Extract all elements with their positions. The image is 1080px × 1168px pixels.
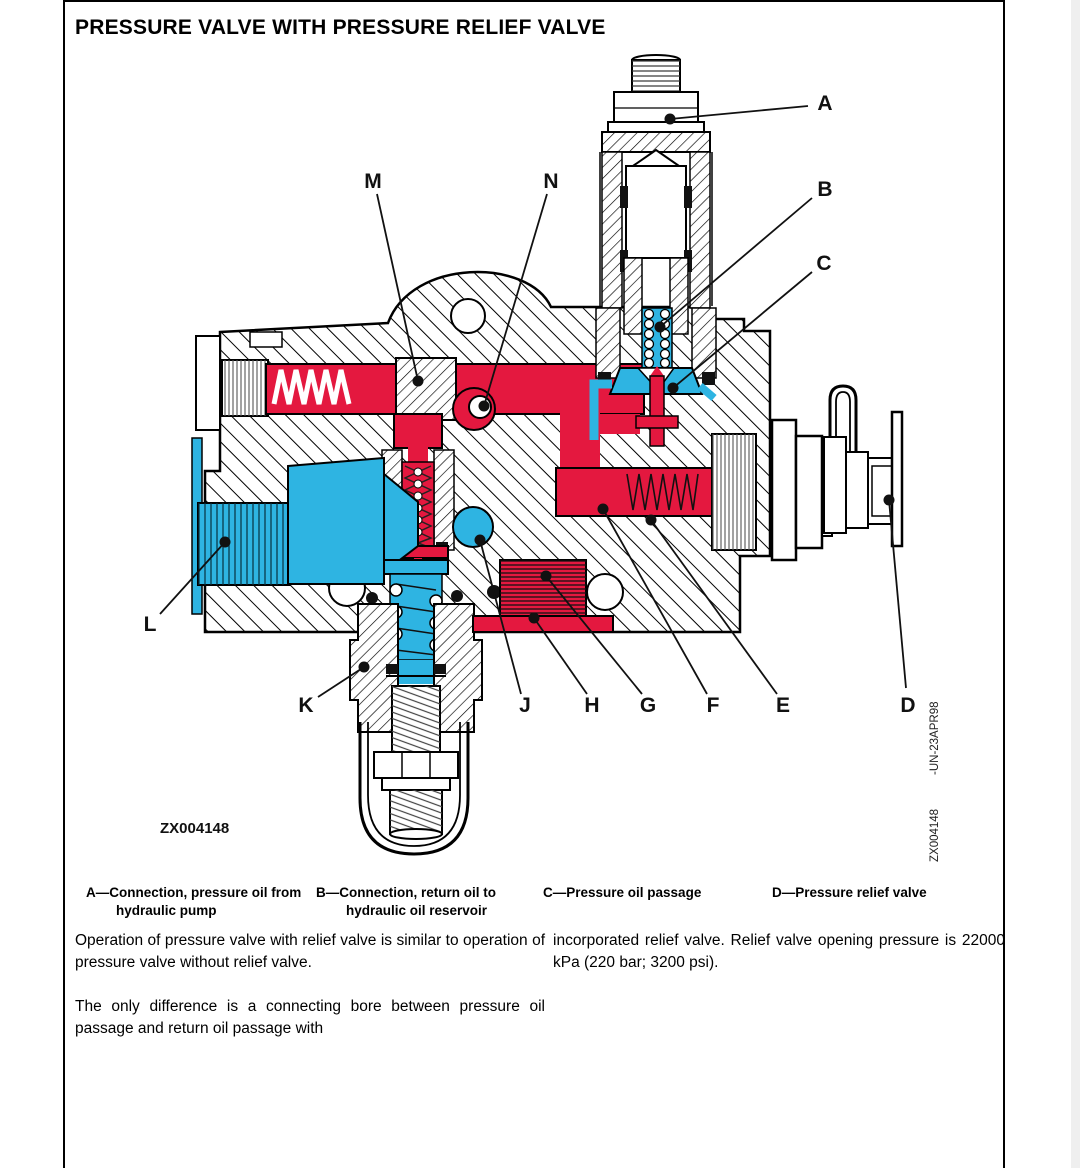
o-ring [451,590,463,602]
relief-end-plate [892,412,902,546]
screw-shank-threads [392,686,440,752]
paragraph: Operation of pressure valve with relief valve is similar to operation of pressure valve without relief valve. [75,932,545,971]
callout-h: H [584,694,600,717]
callout-f: F [706,694,720,717]
collar [382,778,450,790]
callout-e: E [775,694,791,717]
cartridge-cap-base [608,122,704,132]
body-text-right-column [553,930,1005,988]
stud-end [390,829,442,839]
callout-m: M [364,170,382,193]
callout-g: G [639,694,657,717]
legend-item-d: D—Pressure relief valve [772,885,927,900]
left-end-plate [196,336,220,430]
spring-lower [398,660,434,684]
flange-threads-texture [712,434,756,550]
return-chamber [288,458,384,584]
spring-bore-slot [250,332,282,347]
port-threads-texture [198,503,290,585]
page-title: PRESSURE VALVE WITH PRESSURE RELIEF VALVE [75,16,606,39]
callout-k: K [298,694,314,717]
piston-seal [684,186,692,208]
check-ball [453,507,493,547]
cartridge-wall-right [690,152,710,308]
figure-side-code-2: ZX004148 [929,808,941,862]
relief-body-2 [846,452,868,528]
washer [434,664,446,674]
hex-fitting-1 [772,420,796,560]
pressure-relief-valve-fitting [772,386,902,560]
hex-fitting-2 [796,436,822,548]
paragraph: incorporated relief valve. Relief valve opening pressure is 22000 kPa (220 bar; 3200 psi). [553,932,1005,971]
lock-nut [374,752,458,778]
passage-link [598,414,640,434]
piston-seal [620,186,628,208]
figure-id-label: ZX004148 [160,820,230,837]
pilot-wall-right [434,450,454,550]
legend-item-a: A—Connection, pressure oil from hydraulic pump [86,885,302,918]
pilot-tee [394,414,442,448]
callout-a: A [817,92,833,115]
figure-legend [86,884,986,920]
relief-body-1 [824,437,846,533]
callout-b: B [817,178,833,201]
washer [386,664,398,674]
callout-d: D [900,694,916,717]
seal [702,372,715,385]
relief-valve-cartridge [594,55,716,446]
cartridge-wall-left [602,152,622,308]
paragraph: The only difference is a connecting bore between pressure oil passage and return oil passage with [75,998,545,1037]
plug-threads-texture [222,360,268,416]
body-bore-circle [451,299,485,333]
legend-item-c: C—Pressure oil passage [543,885,702,900]
spring-cap [384,560,448,574]
cartridge-stud-threads [632,60,680,92]
legend-item-b: B—Connection, return oil to hydraulic oil reservoir [316,885,496,918]
body-text-left-column [75,930,545,1054]
o-ring [366,592,378,604]
poppet-flange [636,416,678,428]
figure-side-code: -UN-23APR98 [929,701,941,775]
callout-n: N [543,170,559,193]
body-bore-circle [587,574,623,610]
callout-l: L [143,613,157,636]
screw-stud-threads [390,790,442,834]
callout-j: J [519,694,531,717]
valve-spool [396,358,456,420]
callout-c: C [816,252,832,275]
piston [626,166,686,258]
poppet [650,376,664,446]
